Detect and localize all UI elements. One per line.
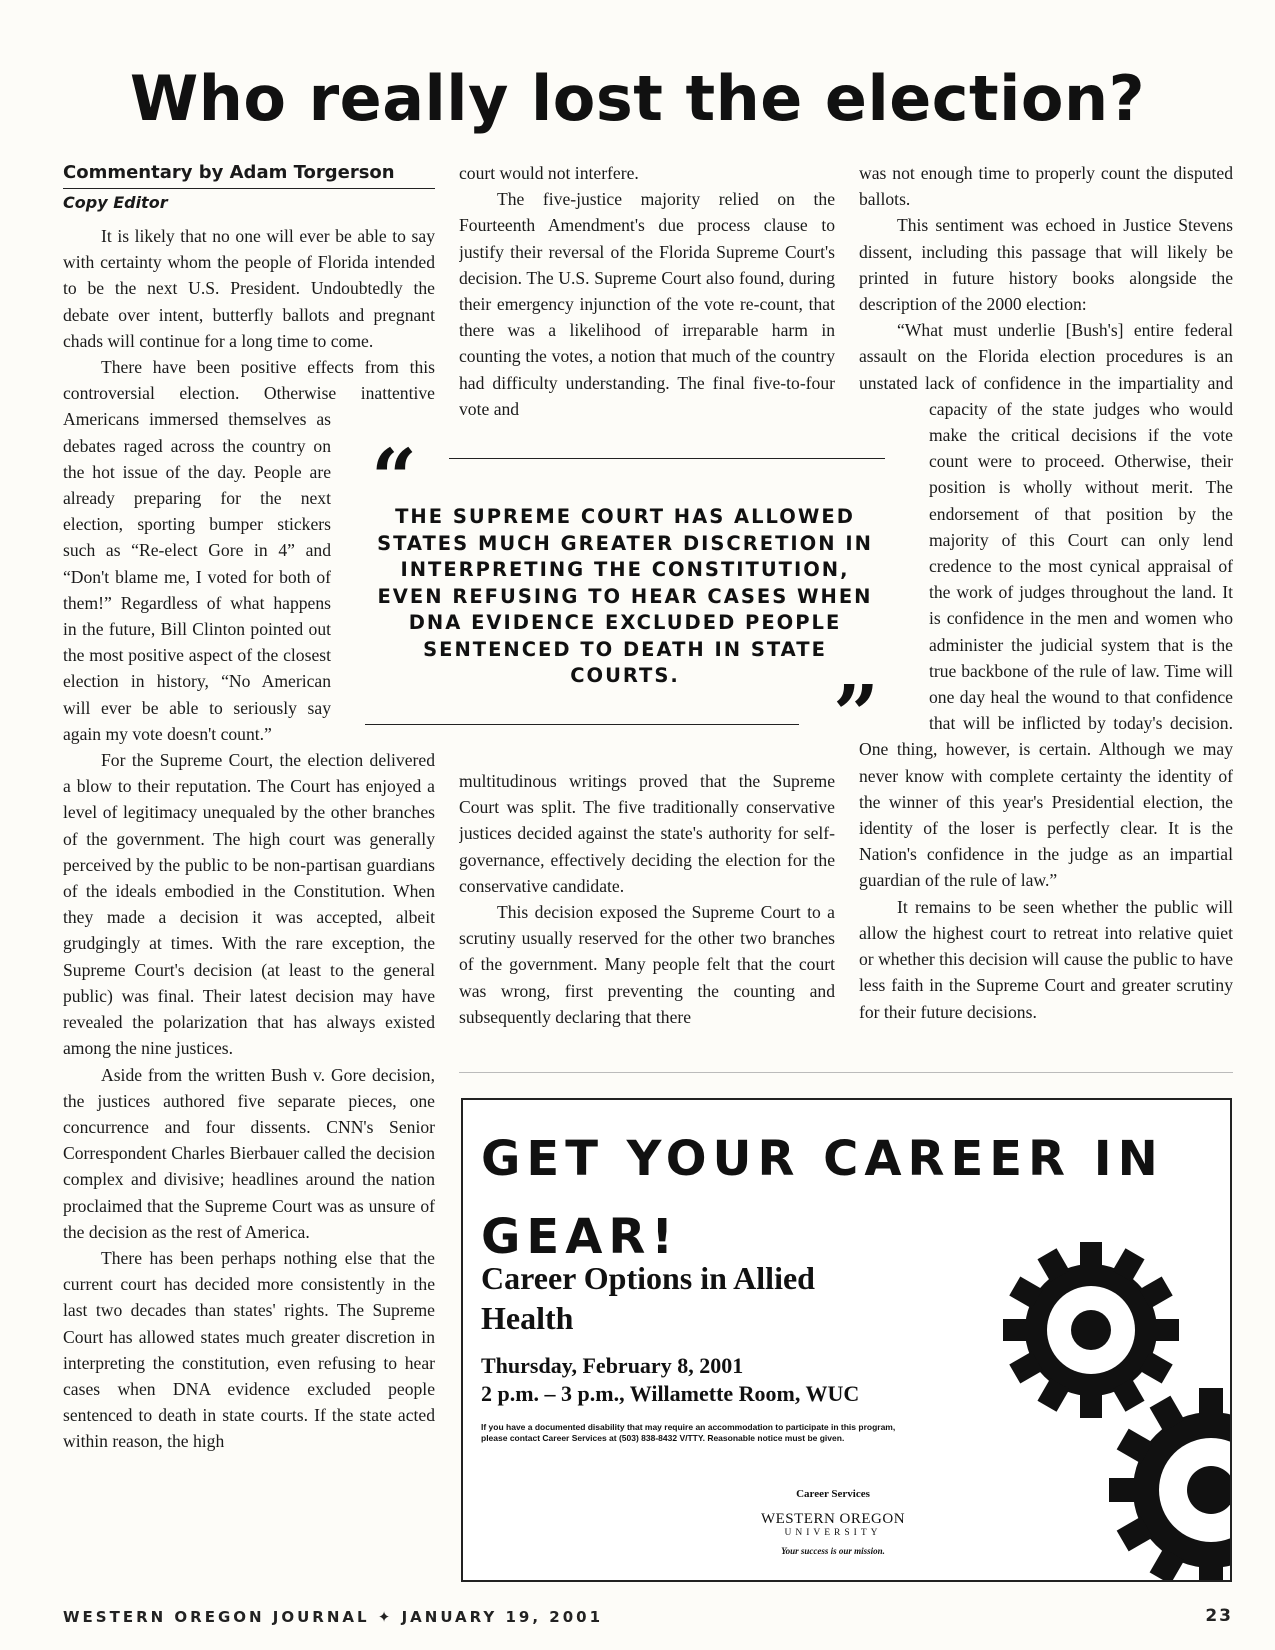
col1-paragraph-5: There has been perhaps nothing else that the current court has decided more consistently in the last two decades than states' rights. The Supreme Court has allowed states much greater discretion in interpreting the constitution, even refusing to hear cases when DNA evidence excluded people sentenced to death in state courts. If the state acted within reason, the high: [63, 1247, 435, 1452]
col3-paragraph-0: was not enough time to properly count the disputed ballots.: [859, 163, 1233, 210]
col1-paragraph-1: It is likely that no one will ever be able to say with certainty whom the people of Florida intended to be the next U.S. President. Undoubtedly the debate over intent, butterfly ballots and pregnant chads will continue for a long time to come.: [63, 226, 435, 351]
pull-quote-wrap-spacer-right: [859, 414, 929, 734]
ad-date: Thursday, February 8, 2001: [481, 1353, 744, 1378]
ad-headline: GET YOUR CAREER IN GEAR!: [481, 1131, 1164, 1265]
article-column-1: [63, 160, 435, 1580]
ad-subhead: Career Options in Allied Health: [481, 1260, 815, 1336]
byline-role: Copy Editor: [63, 193, 168, 212]
byline-author: Commentary by Adam Torgerson: [63, 160, 435, 189]
footer-publication: WESTERN OREGON JOURNAL ✦ JANUARY 19, 2001: [63, 1608, 604, 1626]
ad-tagline: Your success is our mission.: [781, 1546, 885, 1556]
pull-quote-text: THE SUPREME COURT HAS ALLOWED STATES MUCH GREATER DISCRETION IN INTERPRETING THE CONSTITUTION, EVEN REFUSING TO HEAR CASES WHEN DNA EVIDENCE EXCLUDED PEOPLE SENTENCED TO DEATH IN STATE COURTS.: [377, 505, 873, 687]
col3-paragraph-3: It remains to be seen whether the public will allow the highest court to retreat into relative quiet or whether this decision will cause the public to have less faith in the Supreme Court and greater scrutiny for their future decisions.: [859, 896, 1233, 1022]
ad-org-sub: UNIVERSITY: [784, 1528, 882, 1538]
ad-org-label: Career Services: [796, 1488, 870, 1500]
gears-icon: [971, 1220, 1232, 1582]
pull-quote-rule-bottom: [365, 724, 799, 725]
pull-quote: [365, 431, 885, 761]
ad-organization: [703, 1486, 963, 1558]
ad-org-name: WESTERN OREGON: [760, 1511, 906, 1527]
pull-quote-rule-top: [449, 458, 885, 459]
headline: Who really lost the election?: [129, 62, 1146, 135]
col3-paragraph-2: “What must underlie [Bush's] entire federal assault on the Florida election procedures is an unstated lack of confidence in the impartiality and capacity of the state judges who would make the critical decisions if the vote count were to proceed. Otherwise, their position is wholly without merit. The endorsement of that position by the majority of this Court can only lend credence to the most cynical appraisal of the work of judges throughout the land. It is confidence in the men and women who administer the judicial system that is the true backbone of the rule of law. Time will one day heal the wound to that confidence that will be inflicted by today's decision. One thing, however, is certain. Although we may never know with complete certainty the identity of the winner of this year's Presidential election, the identity of the loser is perfectly clear. It is the Nation's confidence in the judge as an impartial guardian of the rule of law.”: [859, 320, 1233, 891]
article-column-3: [859, 160, 1233, 1060]
career-ad: [461, 1098, 1232, 1582]
col1-paragraph-3: For the Supreme Court, the election delivered a blow to their reputation. The Court has enjoyed a level of legitimacy unequaled by the other branches of the government. The high court was generally perceived by the public to be non-partisan guardians of the ideals embodied in the Constitution. When they made a decision it was accepted, albeit grudgingly at times. With the rare exception, the Supreme Court's decision (at least to the general public) was final. Their latest decision may have revealed the polarization that has always existed among the nine justices.: [63, 750, 435, 1059]
ad-accessibility-note: If you have a documented disability that may require an accommodation to participate in this program, please contact Career Services at (503) 838-8432 V/TTY. Reasonable notice must be given.: [481, 1422, 896, 1443]
section-divider: [459, 1072, 1233, 1073]
col2-paragraph-1: The five-justice majority relied on the Fourteenth Amendment's due process clause to justify their reversal of the Florida Supreme Court's decision. The U.S. Supreme Court also found, during their emergency injunction of the vote re-count, that there was a likelihood of irreparable harm in counting the votes, a notion that much of the country had difficulty understanding. The final five-to-four vote and: [459, 189, 835, 419]
col1-paragraph-2: There have been positive effects from this controversial election. Otherwise inattentive Americans immersed themselves as debates raged across the country on the hot issue of the day. People are already preparing for the next election, sporting bumper stickers such as “Re-elect Gore in 4” and “Don't blame me, I voted for both of them!” Regardless of what happens in the future, Bill Clinton pointed out the most positive aspect of the closest election in history, “No American will ever be able to seriously say again my vote doesn't count.”: [63, 357, 435, 744]
col3-paragraph-1: This sentiment was echoed in Justice Stevens dissent, including this passage that will likely be printed in future history books alongside the description of the 2000 election:: [859, 215, 1233, 315]
article-column-2-top: [459, 160, 835, 422]
open-quote-mark: “: [371, 431, 418, 525]
col2-paragraph-2: multitudinous writings proved that the Supreme Court was split. The five traditionally conservative justices decided against the state's authority for self-governance, effectively deciding the election for the conservative candidate.: [459, 771, 835, 896]
col2-paragraph-0: court would not interfere.: [459, 163, 639, 183]
page-number: 23: [1205, 1606, 1233, 1626]
col2-paragraph-3: This decision exposed the Supreme Court to a scrutiny usually reserved for the other two branches of the government. Many people felt that the court was wrong, first preventing the counting and subsequently declaring that there: [459, 902, 835, 1027]
ad-datetime: [481, 1352, 1001, 1408]
close-quote-mark: ”: [832, 667, 879, 761]
col1-paragraph-4: Aside from the written Bush v. Gore decision, the justices authored five separate pieces, one concurrence and four dissents. CNN's Senior Correspondent Charles Bierbauer called the decision complex and divisive; headlines around the nation proclaimed that the Supreme Court was as unsure of the decision as the rest of America.: [63, 1064, 435, 1242]
ad-time-location: 2 p.m. – 3 p.m., Willamette Room, WUC: [481, 1381, 860, 1406]
article-column-2-bottom: [459, 768, 835, 1058]
